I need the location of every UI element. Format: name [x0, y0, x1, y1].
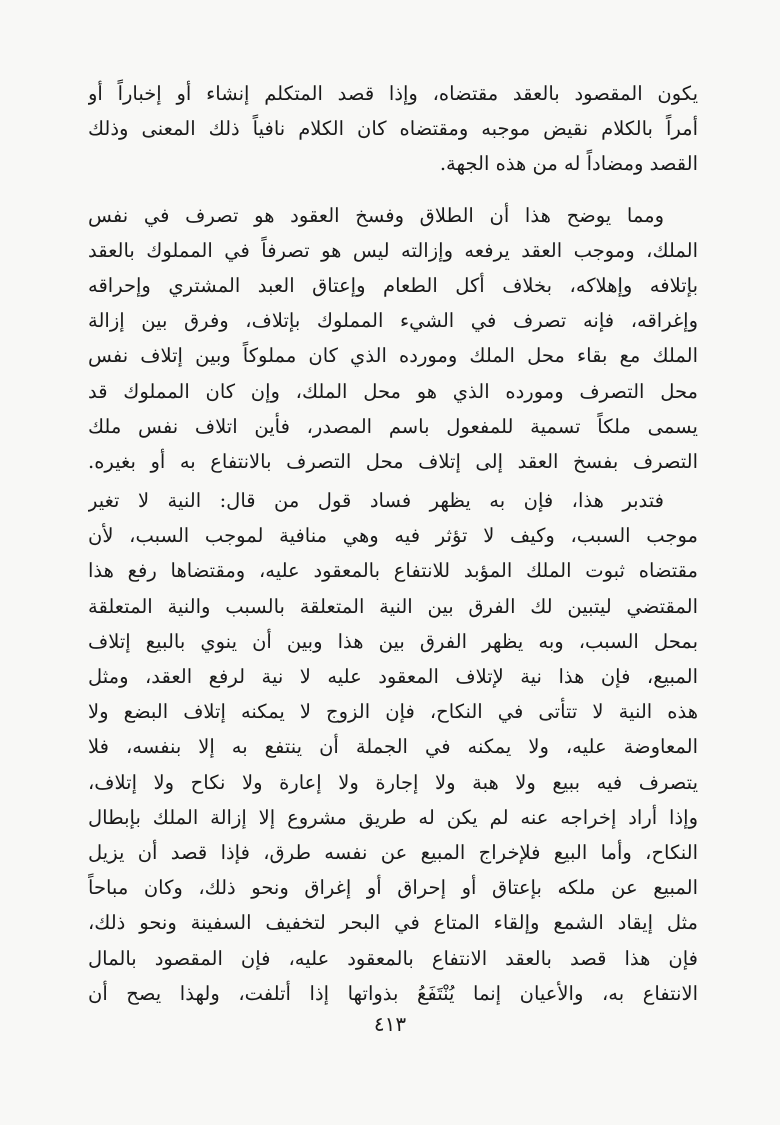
text-line: المقتضي ليتبين لك الفرق بين النية المتعلقة بالسبب والنية المتعلقة: [88, 594, 698, 618]
text-line: يكون المقصود بالعقد مقتضاه، وإذا قصد المتكلم إنشاء أو إخباراً أو: [88, 82, 698, 105]
paragraph-2: [88, 198, 698, 480]
text-line: بإتلافه وإهلاكه، بخلاف أكل الطعام وإعتاق العبد المشتري وإحراقه: [88, 273, 698, 297]
text-line: مقتضاه ثبوت الملك المؤبد للانتفاع بالمعقود عليه، ومقتضاها رفع هذا: [88, 559, 698, 583]
page-number: ٤١٣: [373, 1012, 407, 1036]
text-line: وإذا أراد إخراجه عنه لم يكن له طريق مشروع إلا إزالة الملك بإبطال: [88, 805, 698, 829]
text-line: يتصرف فيه ببيع ولا هبة ولا إجارة ولا إعارة ولا نكاح ولا إتلاف،: [88, 770, 698, 794]
text-line: أمراً بالكلام نقيض موجبه ومقتضاه كان الكلام نافياً ذلك المعنى وذلك: [88, 117, 698, 141]
text-line: هذه النية لا تتأتى في النكاح، فإن الزوج لا يمكنه إتلاف البضع ولا: [88, 700, 698, 724]
text-line: النكاح، وأما البيع فلإخراج المبيع عن نفسه طرق، فإذا قصد أن يزيل: [88, 840, 698, 864]
text-line: موجب السبب، وكيف لا تؤثر فيه وهي منافية لموجب السبب، لأن: [88, 524, 698, 548]
text-line: محل التصرف ومورده الذي هو محل الملك، وإن كان المملوك قد: [88, 379, 698, 403]
text-line: وإغراقه، فإنه تصرف في الشيء المملوك بإتلاف، وفرق بين إزالة: [88, 309, 698, 333]
text-line: التصرف بفسخ العقد إلى إتلاف محل التصرف بالانتفاع به أو بغيره.: [88, 449, 698, 473]
text-line: فتدبر هذا، فإن به يظهر فساد قول من قال: النية لا تغير: [88, 489, 664, 513]
text-line: المعاوضة عليه، ولا يمكنه في الجملة أن ينتفع به إلا بنفسه، فلا: [88, 735, 698, 759]
text-line: القصد ومضاداً له من هذه الجهة.: [439, 152, 698, 176]
text-line: الملك، وموجب العقد يرفعه وإزالته ليس هو تصرفاً في المملوك بالعقد: [88, 238, 698, 262]
text-line: بمحل السبب، وبه يظهر الفرق بين هذا وبين أن ينوي بالبيع إتلاف: [88, 629, 698, 653]
text-line: المبيع، فإن هذا نية لإتلاف المعقود عليه لا نية لرفع العقد، ومثل: [88, 665, 698, 688]
text-line: ومما يوضح هذا أن الطلاق وفسخ العقود هو تصرف في نفس: [88, 203, 664, 227]
text-line: مثل إيقاد الشمع وإلقاء المتاع في البحر لتخفيف السفينة ونحو ذلك،: [88, 911, 698, 935]
text-line: المبيع عن ملكه بإعتاق أو إحراق أو إغراق ونحو ذلك، وكان مباحاً: [88, 876, 698, 900]
text-line: الانتفاع به، والأعيان إنما يُنْتَفَعُ بذواتها إذا أتلفت، ولهذا يصح أن: [88, 981, 698, 1005]
text-line: الملك مع بقاء محل الملك ومورده الذي كان مملوكاً وبين إتلاف نفس: [88, 344, 698, 368]
body-text: [88, 76, 698, 1011]
text-line: يسمى ملكاً تسمية للمفعول باسم المصدر، فأين اتلاف نفس ملك: [88, 414, 698, 438]
paragraph-3: [88, 483, 698, 1011]
text-line: فإن هذا قصد بالعقد الانتفاع بالمعقود عليه، فإن المقصود بالمال: [88, 946, 698, 970]
paragraph-1: [88, 76, 698, 182]
